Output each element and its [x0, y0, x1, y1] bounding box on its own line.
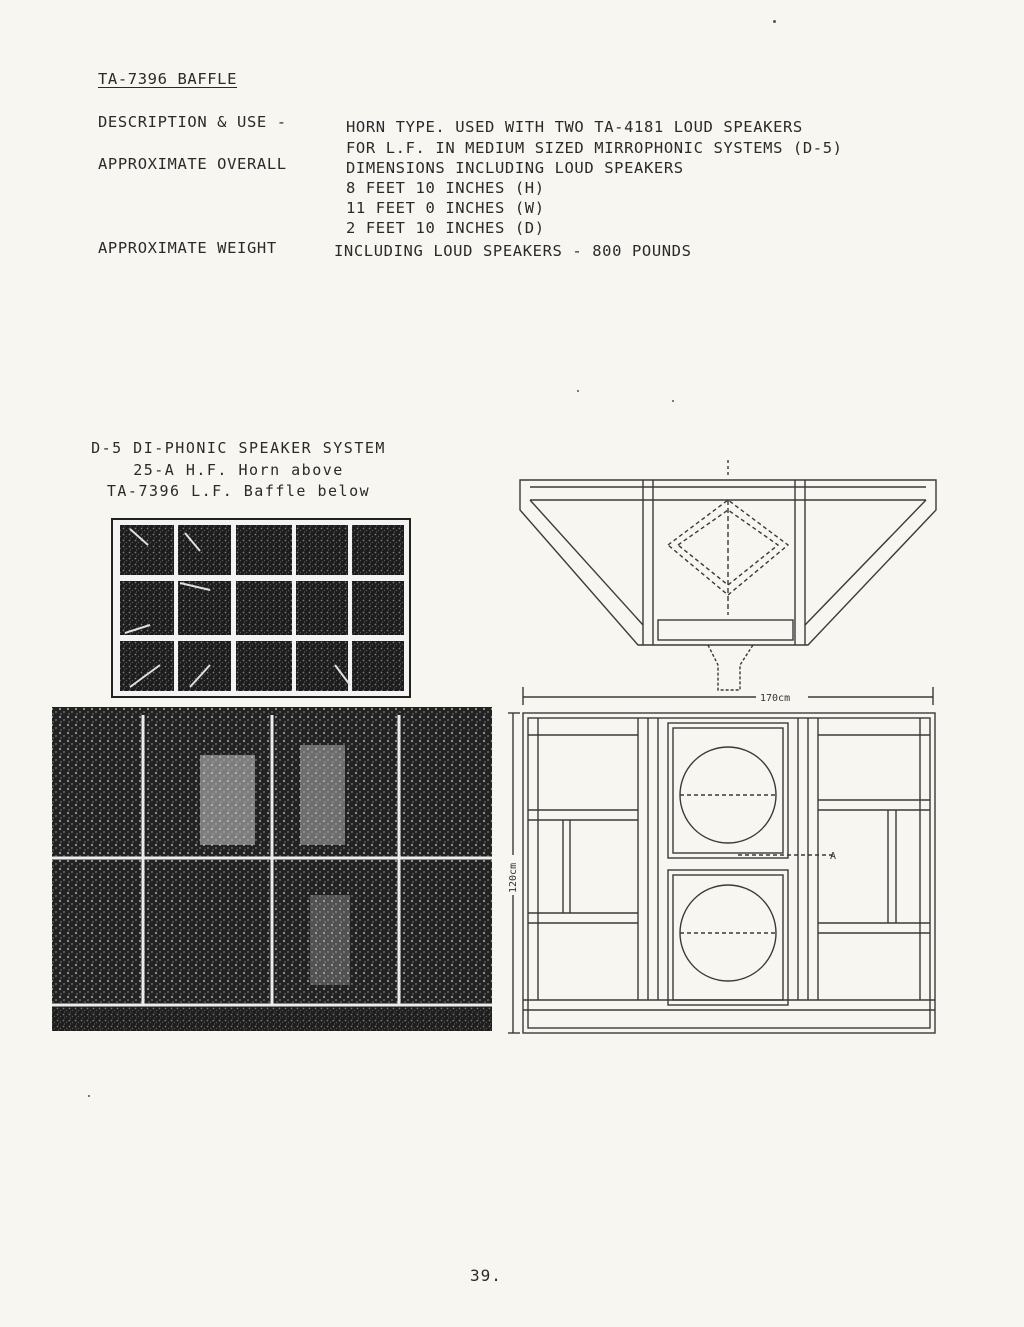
photo-caption-line-2: 25-A H.F. Horn above: [133, 461, 344, 479]
hf-horn-photo: [112, 519, 410, 697]
scan-speck: [773, 20, 776, 23]
document-title: TA-7396 BAFFLE: [98, 70, 238, 88]
description-line-2: FOR L.F. IN MEDIUM SIZED MIRROPHONIC SYSTEMS (D-5): [346, 139, 843, 157]
description-label: DESCRIPTION & USE -: [98, 113, 287, 131]
page-number: 39.: [470, 1266, 502, 1285]
baffle-front-view: [523, 713, 935, 1033]
dimensions-label: APPROXIMATE OVERALL: [98, 155, 287, 173]
dimensions-intro: DIMENSIONS INCLUDING LOUD SPEAKERS: [346, 159, 684, 177]
dimension-height: 8 FEET 10 INCHES (H): [346, 179, 545, 197]
speaker-system-photo: [50, 515, 500, 1035]
scan-speck: [88, 1095, 90, 1097]
baffle-technical-drawing: [508, 455, 938, 1045]
description-line-1: HORN TYPE. USED WITH TWO TA-4181 LOUD SPEAKERS: [346, 118, 803, 136]
photo-caption-line-1: D-5 DI-PHONIC SPEAKER SYSTEM: [91, 439, 386, 457]
weight-label: APPROXIMATE WEIGHT: [98, 239, 277, 257]
dimension-width: 11 FEET 0 INCHES (W): [346, 199, 545, 217]
dimension-depth: 2 FEET 10 INCHES (D): [346, 219, 545, 237]
section-marker-label: A: [830, 851, 837, 862]
weight-value: INCLUDING LOUD SPEAKERS - 800 POUNDS: [334, 242, 692, 260]
photo-caption-line-3: TA-7396 L.F. Baffle below: [106, 482, 371, 500]
horn-top-view: [520, 460, 936, 690]
width-dimension-label: 170cm: [760, 693, 791, 704]
height-dimension-label: 120cm: [508, 862, 519, 893]
lf-baffle-photo: [52, 707, 492, 1031]
scan-speck: [577, 390, 579, 392]
scan-speck: [672, 400, 674, 402]
